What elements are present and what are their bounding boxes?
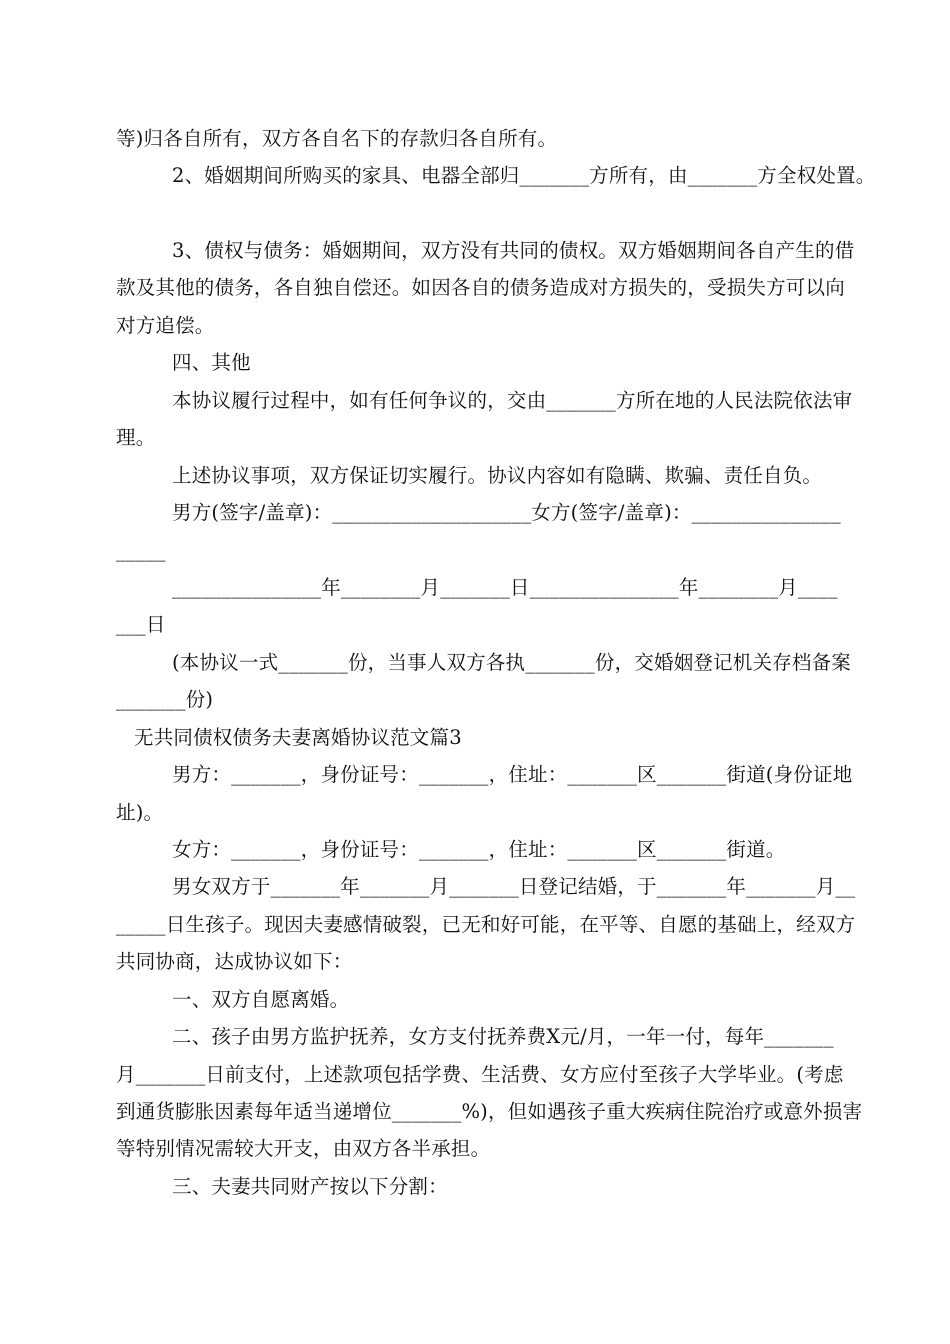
paragraph-line: 月_______日前支付，上述款项包括学费、生活费、女方应付至孩子大学毕业。(考虑	[116, 1063, 844, 1086]
paragraph-line: 女方：_______，身份证号：_______，住址：_______区_______街道。	[172, 838, 786, 861]
paragraph-line: 男女双方于_______年_______月_______日登记结婚，于_______年_______月__	[172, 875, 856, 898]
paragraph-line: 等)归各自所有，双方各自名下的存款归各自所有。	[116, 127, 558, 150]
section-heading: 四、其他	[172, 351, 251, 374]
paragraph-line: 址)。	[116, 801, 164, 824]
signature-line: _____	[116, 539, 166, 562]
paragraph-line: 本协议履行过程中，如有任何争议的，交由_______方所在地的人民法院依法审	[172, 389, 853, 412]
document-title: 无共同债权债务夫妻离婚协议范文篇3	[134, 726, 462, 749]
paragraph-line: 二、孩子由男方监护抚养，女方支付抚养费X元/月，一年一付，每年_______	[172, 1025, 834, 1048]
paragraph-line: _____日生孩子。现因夫妻感情破裂，已无和好可能，在平等、自愿的基础上，经双方	[116, 913, 856, 936]
paragraph-line: 款及其他的债务，各自独自偿还。如因各自的债务造成对方损失的，受损失方可以向	[116, 276, 845, 299]
paragraph-line: 男方：_______，身份证号：_______，住址：_______区_______街道(身份证地	[172, 763, 853, 786]
paragraph-line: 3、债权与债务：婚姻期间，双方没有共同的债权。双方婚姻期间各自产生的借	[172, 239, 855, 262]
signature-line: 男方(签字/盖章)：____________________女方(签字/盖章)：_______________	[172, 501, 841, 524]
paragraph-line: 对方追偿。	[116, 314, 215, 337]
section-heading: 一、双方自愿离婚。	[172, 988, 350, 1011]
date-line: ___日	[116, 613, 166, 636]
date-line: _______________年________月_______日_______________年________月____	[172, 576, 838, 599]
section-heading: 三、夫妻共同财产按以下分割：	[172, 1175, 448, 1198]
paragraph-line: _______份)	[116, 688, 214, 711]
paragraph-line: 共同协商，达成协议如下：	[116, 950, 353, 973]
paragraph-line: 2、婚姻期间所购买的家具、电器全部归_______方所有，由_______方全权处置。	[172, 164, 876, 187]
paragraph-line: (本协议一式_______份，当事人双方各执_______份，交婚姻登记机关存档备案	[172, 651, 852, 674]
paragraph-line: 等特别情况需较大开支，由双方各半承担。	[116, 1137, 491, 1160]
paragraph-line: 到通货膨胀因素每年适当递增位_______%)，但如遇孩子重大疾病住院治疗或意外损害	[116, 1100, 863, 1123]
paragraph-line: 上述协议事项，双方保证切实履行。协议内容如有隐瞒、欺骗、责任自负。	[172, 464, 823, 487]
paragraph-line: 理。	[116, 426, 156, 449]
